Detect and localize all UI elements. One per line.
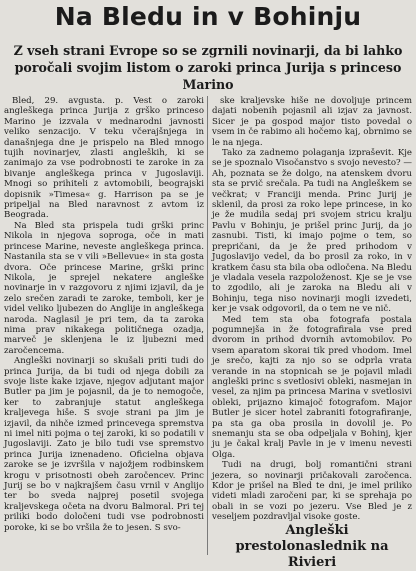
paragraph: Tudi na drugi, bolj romantični strani jezera, so novinarji pričakovali zaročenca. Kdor je prišel na Bled te dni, je imel priliko videti mladi zaročeni par, ki se sprehaja po obali in se vozi po jezeru. Vse Bled je z veseljem pozdravljal visoke goste. bbox=[212, 460, 412, 523]
paragraph: Med tem sta oba fotografa postala pogumnejša in že fotografirala vse pred dvorom in prihod dvornih avtomobilov. Po vsem aparatom skorai tik pred vhodom. Imel je srečo, kajti za njo so se odprla vrata verande in na stopnicah se je pojavil mladi angleški princ s svetlosivi obleki, nasmejan in vesel, za njim pa princesa Marina v svetlosivi obleki, prijazno kimajoč fotografom. Major Butler je sicer hotel zabraniti fotografiranje, pa sta ga oba prosila in dovolil je. Po snemanju sta se oba odpeljala v Bohinj, kjer ju je čakal kralj Pavle in je v imenu nevesti Olga. bbox=[212, 314, 412, 460]
column-divider bbox=[207, 96, 208, 555]
paragraph: Na Bled sta prispela tudi grški princ Nikola in njegova soproga, oče in mati princese Marine, neveste angleškega princa. Nastanila sta se v vili »Bellevue« in sta gosta dvora. Oče princese Marine, grški princ Nikola, je sprejel nekatere angleške novinarje in v razgovoru z njimi izjavil, da je zelo srečen zaradi te zaroke, temboli, ker je videl veliko ljubezen do Anglije in angleškega naroda. Naglasil je pri tem, da ta zaroka nima prav nikakega političnega ozadja, marveč je sklenjena le iz ljubezni med zaročencema. bbox=[4, 220, 204, 356]
paragraph: Angleški novinarji so skušali priti tudi do princa Jurija, da bi tudi od njega dobili za svoje liste kake izjave, njegov adjutant major Butler pa jim je pojasnil, da je to nemogoče, ker to zabranjuje statut angleškega kraljevega hiše. S svoje strani pa jim je izjavil, da nihče izmed princevega spremstva ni imel niti pojma o tej zaroki, ki so podatili v Jugoslaviji. Zato je bilo tudi vse spremstvo princa Jurija iznenadeno. Oficielna objava zaroke se je izvršila v najožjem rodbinskem krogu v prisotnosti obeh zaročencev. Princ Jurij se bo v najkrajšem času vrnil v Anglijo ter bo sveda najprej posetil svojega kraljevskega očeta na dvoru Balmoral. Pri tej priliki bodo določeni tudi vse podrobnosti poroke, ki se bo vršila že to jesen. S svo- bbox=[4, 356, 204, 533]
paragraph: Tako za zadnemo polaganja izpraševit. Kje se je spoznalo Visočanstvo s svojo nevesto? — Ah, poznata se že dolgo, na atenskem dvoru sta se prvič srečala. Pa tudi na Angleškem se večkrat; v Franciji menda. Princ Jurij je sklenil, da prosi za roko lepe princese, in ko je že mudila sedaj pri svojem stricu kralju Pavlu v Bohinju, je prišel princ Jurij, da jo zasnubi. Tisti, ki imajo pojme o tem, so prepričani, da je že pred prihodom v Jugoslavijo vedel, da bo prosil za roko, in v kratkem času sta bila oba odločena. Na Bledu je vladala vesela razpoloženost. Kje se je vse to zgodilo, ali je zaroka na Bledu ali v Bohinju, tega niso novinarji mogli izvedeti, ker je vsak odgovoril, da o tem ne ve nič. bbox=[212, 148, 412, 315]
article-column-right bbox=[212, 96, 412, 570]
subheadline: Z vseh strani Evrope so se zgrnili novinarji, da bi lahko poročali svojim listom o zaroki princa Jurija s princeso Marino bbox=[13, 43, 403, 92]
headline: Na Bledu in v Bohinju bbox=[54, 2, 362, 31]
paragraph: Bled, 29. avgusta. p. Vest o zaroki angleškega princa Jurija z grško princeso Marino je izzvala v mednarodni javnosti veliko senzacijo. V teku včerajšnjega in današnjega dne je prispelo na Bled mnogo tujih novinarjev, zlasti angleških, ki se zanimajo za vse podrobnosti te zaroke in za bivanje angleškega princa v Jugoslaviji. Mnogi so prihiteli z avtomobili, beograjski dopisnik »Timesa« g. Harrison pa se je pripeljal na Bled naravnost z avtom iz Beograda. bbox=[4, 96, 204, 221]
section-subheadline: Angleški prestolonaslednik na Rivieri bbox=[235, 522, 389, 570]
article-column-left bbox=[4, 96, 204, 555]
paragraph: ske kraljevske hiše ne dovoljuje princem dajati nobenih pojasnil ali izjav za javnost. Sicer je pa gospod major tisto povedal o vsem in če rabimo ali hočemo kaj, obrnimo se le na njega. bbox=[212, 96, 412, 148]
